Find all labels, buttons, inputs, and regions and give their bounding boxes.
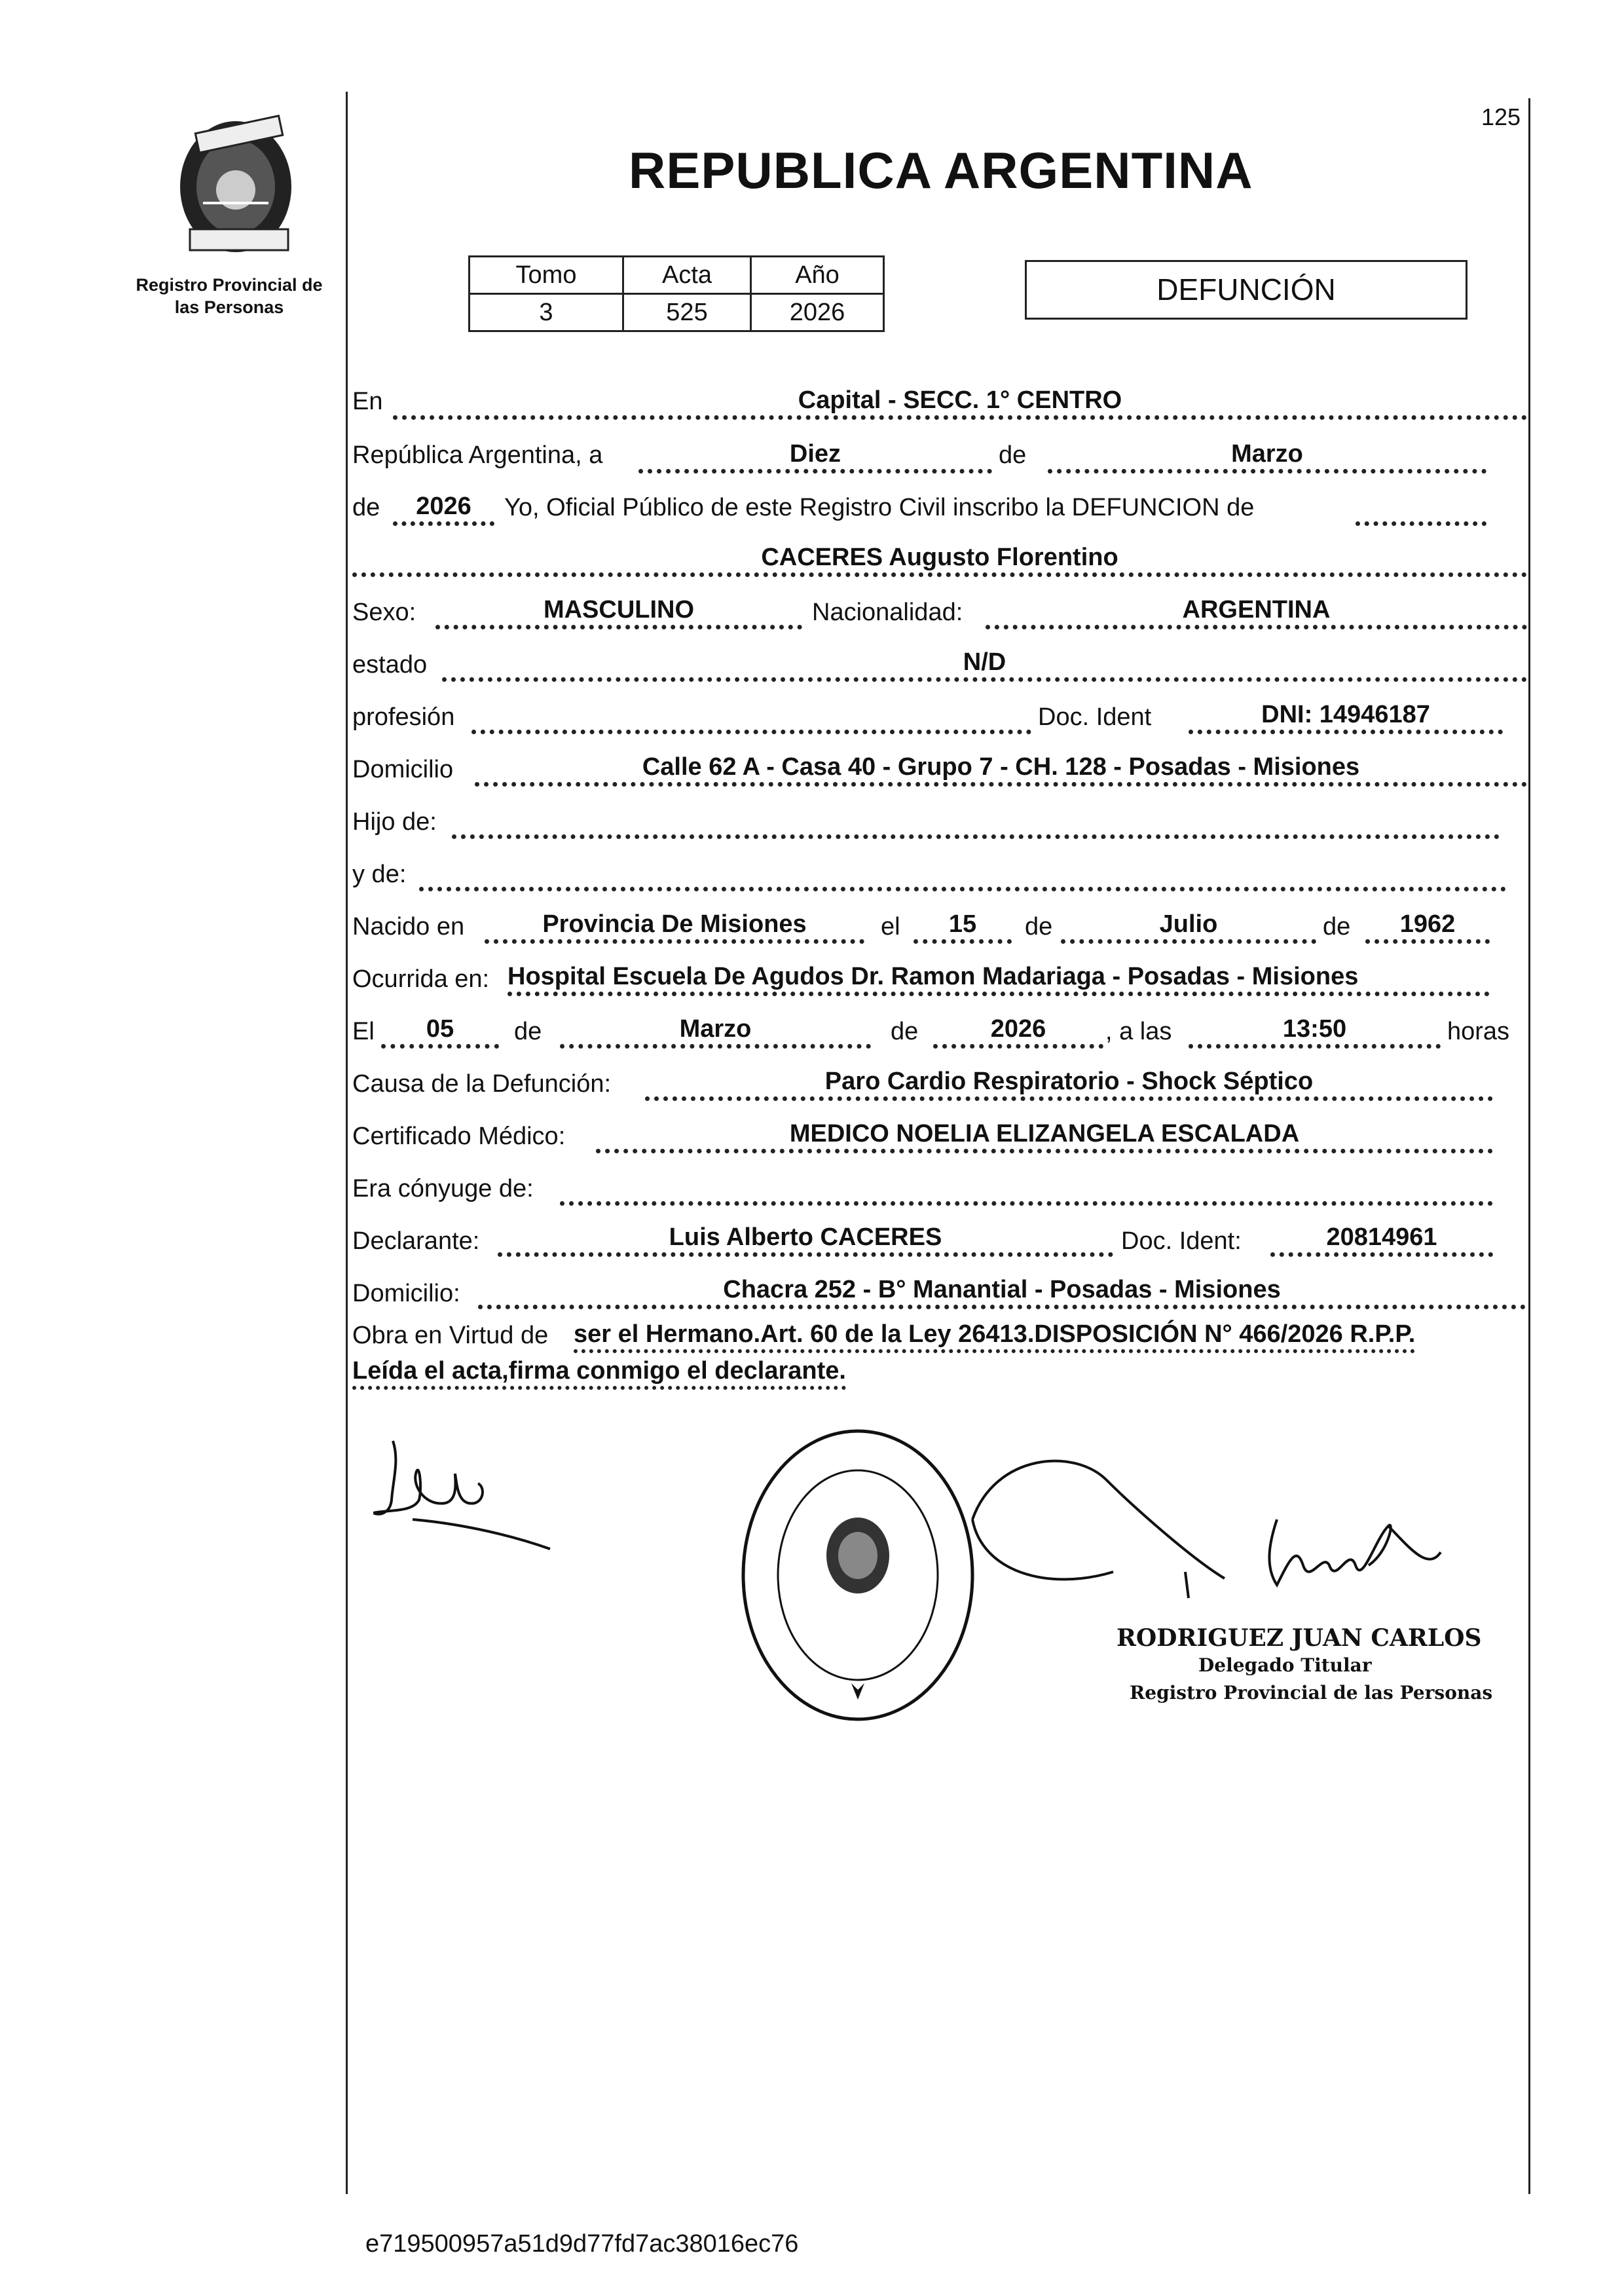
decl-domicilio-label: Domicilio: [352, 1280, 460, 1307]
province-logo [157, 105, 327, 269]
official-seal [737, 1425, 979, 1729]
profesion-label: profesión [352, 703, 455, 731]
registry-caption: Registro Provincial de las Personas [136, 275, 323, 317]
declarante-label: Declarante: [352, 1227, 480, 1255]
death-time-field: 13:50 [1189, 1014, 1441, 1049]
hijo-field [452, 804, 1500, 839]
right-margin-line [1528, 98, 1530, 2194]
en-field: Capital - SECC. 1° CENTRO [393, 385, 1527, 420]
document-type-box: DEFUNCIÓN [1025, 260, 1467, 320]
death-de2-label: de [891, 1018, 919, 1045]
sexo-label: Sexo: [352, 599, 416, 626]
nacionalidad-label: Nacionalidad: [812, 599, 963, 626]
nacido-label: Nacido en [352, 913, 465, 941]
sexo-field: MASCULINO [435, 595, 802, 629]
birth-de-label: de [1025, 913, 1053, 941]
de-label: de [999, 441, 1027, 469]
month-field: Marzo [1048, 439, 1486, 474]
birth-month-field: Julio [1061, 909, 1316, 944]
death-day-field: 05 [381, 1014, 499, 1049]
conyuge-label: Era cónyuge de: [352, 1175, 534, 1202]
conyuge-field [560, 1171, 1493, 1206]
domicilio-label: Domicilio [352, 756, 454, 783]
anio-value: 2026 [751, 294, 884, 331]
estado-field: N/D [442, 647, 1527, 682]
official-name: RODRIGUEZ JUAN CARLOS [1116, 1624, 1482, 1652]
official-stamp-text [1116, 1624, 1492, 1707]
deceased-name-field: CACERES Augusto Florentino [352, 542, 1527, 577]
alas-label: , a las [1105, 1018, 1172, 1045]
decl-doc-label: Doc. Ident: [1121, 1227, 1242, 1255]
death-month-field: Marzo [560, 1014, 871, 1049]
estado-label: estado [352, 651, 428, 679]
nacido-field: Provincia De Misiones [485, 909, 864, 944]
certificado-field: MEDICO NOELIA ELIZANGELA ESCALADA [596, 1119, 1493, 1153]
hijo-label: Hijo de: [352, 808, 437, 836]
inscribo-text: Yo, Oficial Público de este Registro Civil inscribo la DEFUNCION de [504, 494, 1255, 521]
causa-field: Paro Cardio Respiratorio - Shock Séptico [645, 1066, 1493, 1101]
official-org: Registro Provincial de las Personas [1130, 1682, 1493, 1704]
table-header-anio: Año [751, 257, 884, 294]
en-label: En [352, 388, 383, 415]
certificado-label: Certificado Médico: [352, 1123, 566, 1150]
page-number: 125 [1481, 103, 1521, 130]
table-header-tomo: Tomo [470, 257, 623, 294]
el-label: el [881, 913, 900, 941]
obra-field: ser el Hermano.Art. 60 de la Ley 26413.DISPOSICIÓN N° 466/2026 R.P.P. [574, 1319, 1415, 1353]
profesion-field [471, 699, 1031, 734]
domicilio-field: Calle 62 A - Casa 40 - Grupo 7 - CH. 128 - Posadas - Misiones [475, 752, 1527, 787]
yde-field [419, 857, 1506, 891]
year-field: 2026 [393, 491, 494, 526]
nacionalidad-field: ARGENTINA [986, 595, 1527, 629]
tomo-value: 3 [470, 294, 623, 331]
de-year-label: de [352, 494, 380, 521]
death-de-label: de [514, 1018, 542, 1045]
doc-ident-field: DNI: 14946187 [1189, 699, 1503, 734]
death-year-field: 2026 [933, 1014, 1103, 1049]
obra-label: Obra en Virtud de [352, 1322, 549, 1349]
ocurrida-label: Ocurrida en: [352, 965, 490, 993]
horas-label: horas [1447, 1018, 1510, 1045]
acta-value: 525 [623, 294, 751, 331]
declarant-signature [373, 1421, 570, 1582]
decl-domicilio-field: Chacra 252 - B° Manantial - Posadas - Misiones [478, 1275, 1526, 1309]
leida-text: Leída el acta,firma conmigo el declarante. [352, 1356, 846, 1390]
left-margin-line [346, 92, 348, 2194]
El-label: El [352, 1018, 375, 1045]
table-header-acta: Acta [623, 257, 751, 294]
inscribo-fill [1356, 491, 1486, 526]
acta-table [468, 255, 885, 332]
day-field: Diez [638, 439, 992, 474]
doc-ident-label: Doc. Ident [1038, 703, 1152, 731]
causa-label: Causa de la Defunción: [352, 1070, 612, 1098]
republica-label: República Argentina, a [352, 441, 603, 469]
birth-day-field: 15 [913, 909, 1012, 944]
decl-doc-field: 20814961 [1270, 1222, 1493, 1257]
yde-label: y de: [352, 861, 407, 888]
page-title: REPUBLICA ARGENTINA [629, 141, 1253, 199]
birth-de2-label: de [1323, 913, 1351, 941]
official-role: Delegado Titular [1198, 1654, 1372, 1676]
document-hash: e719500957a51d9d77fd7ac38016ec76 [365, 2230, 799, 2258]
ocurrida-field: Hospital Escuela De Agudos Dr. Ramon Madariaga - Posadas - Misiones [507, 961, 1490, 996]
declarante-field: Luis Alberto CACERES [498, 1222, 1113, 1257]
birth-year-field: 1962 [1365, 909, 1490, 944]
